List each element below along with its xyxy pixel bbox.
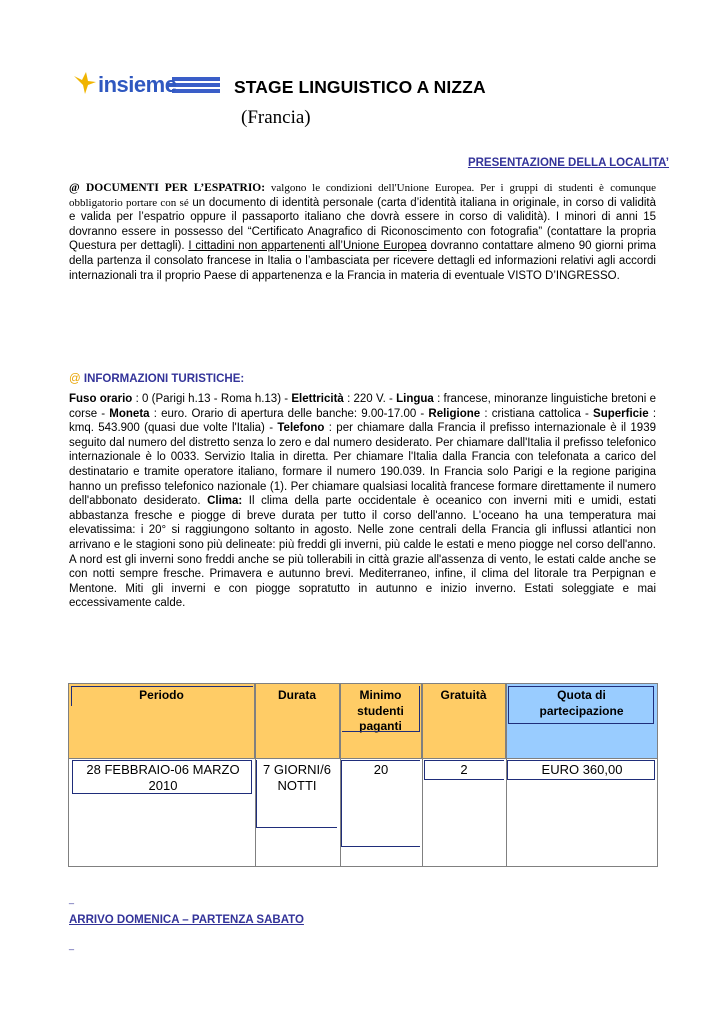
header-minimo: Minimo studenti paganti	[357, 688, 404, 733]
lingua-label: Lingua	[396, 393, 434, 405]
header-cell-durata	[255, 684, 340, 758]
page-title: STAGE LINGUISTICO A NIZZA	[234, 77, 486, 97]
header-durata: Durata	[277, 688, 316, 702]
header-periodo: Periodo	[139, 688, 184, 702]
table-divider	[69, 758, 657, 759]
fuso-label: Fuso orario	[69, 393, 133, 405]
cell-frame	[71, 686, 253, 706]
religione-label: Religione	[428, 407, 481, 420]
documents-text-2: dovranno contattare almeno 90 giorni prima della partenza il consolato francese in Italia o l’ambasciata per ricevere dettagli ed informazioni relativi agli accordi internazionali tra il proprio Paese di appartenenza e la Francia in materia di eventuale VISTO D’INGRESSO.	[69, 240, 656, 282]
superficie-text: : kmq. 543.900 (quasi due volte l'Italia) -	[69, 407, 657, 435]
fuso-text: : 0 (Parigi h.13 - Roma h.13) -	[132, 393, 292, 405]
cell-frame	[342, 686, 420, 732]
moneta-label: Moneta	[109, 407, 150, 420]
documents-serif-2: comunque obbligatorio portare con sé	[69, 182, 657, 209]
elettricita-label: Elettricità	[291, 393, 344, 405]
cell-periodo: 28 FEBBRAIO-06 MARZO 2010	[86, 762, 240, 793]
info-heading	[69, 373, 244, 385]
documents-underlined: I cittadini non appartenenti all’Unione Europea	[188, 240, 427, 253]
info-title: INFORMAZIONI TURISTICHE:	[83, 373, 245, 385]
arrival-departure-link[interactable]: ARRIVO DOMENICA – PARTENZA SABATO	[69, 914, 304, 926]
header-quota: Quota di partecipazione	[539, 688, 624, 718]
superficie-label: Superficie	[593, 407, 649, 420]
documents-label: DOCUMENTI PER L’ESPATRIO:	[85, 182, 266, 194]
cell-durata: 7 GIORNI/6 NOTTI	[263, 762, 331, 793]
lingua-text: : francese, minoranze linguistiche bretoni e corse -	[69, 393, 657, 420]
religione-text: : cristiana cattolica -	[480, 407, 594, 420]
header-cell-gratuita	[422, 684, 506, 758]
insieme-logo	[72, 68, 224, 102]
documents-text-1: un documento di identità personale (carta d’identità italiana in originale, in corso di validità e valida per l’espatrio oppure il passaporto italiano che dovrà essere in corso di validità). I minori di anni 15 dovranno essere in possesso del “Certificato Anagrafico di Riconoscimento con fotografia” (contattare la propria Questura per dettagli).	[69, 196, 656, 253]
info-paragraph	[69, 392, 656, 611]
footer-mark: _	[69, 894, 75, 904]
telefono-label: Telefono	[277, 422, 325, 435]
trip-table	[68, 683, 658, 867]
documents-at: @	[69, 182, 80, 194]
clima-label: Clima:	[207, 495, 243, 508]
moneta-text: : euro. Orario di apertura delle banche: 9.00-17.00 -	[149, 407, 429, 420]
cell-quota: EURO 360,00	[541, 762, 623, 777]
presentation-link[interactable]: PRESENTAZIONE DELLA LOCALITA’	[467, 157, 669, 169]
page-subtitle: (Francia)	[241, 107, 311, 128]
documents-serif-1: valgono le condizioni dell'Unione Europea. Per i gruppi di studenti è	[265, 182, 604, 194]
cell-gratuita: 2	[460, 762, 468, 777]
info-at: @	[69, 373, 81, 385]
telefono-text: : per chiamare dalla Francia il prefisso internazionale è il 1939 seguito dal numero del distretto senza lo zero e dal numero desiderato. Per chiamare dall'Italia il prefisso telefonico internazionale è lo 0033. Servizio Italia in diretta. Per chiamare l'Italia dalla Francia con telefonata a carico del destinatario e tramite operatore italiano, formare il numero 190.039. In Francia solo Parigi e la regione parigina hanno un prefisso telefonico nazionale (1). Per chiamare qualsiasi località francese formare direttamente il numero dell'abbonato desiderato.	[69, 422, 656, 508]
cell-minimo: 20	[373, 762, 389, 777]
footer-mark: _	[69, 940, 75, 950]
cell-frame	[508, 686, 654, 724]
elettricita-text: : 220 V. -	[343, 393, 397, 405]
clima-text: Il clima della parte occidentale è oceanico con inverni miti e umidi, estati abbastanza fresche e piogge di breve durata per tutto il corso dell'anno. L'oceano ha una temperatura mai elevatissima: i 20° si raggiungono soltanto in agosto. Nelle zone centrali della Francia gli influssi atlantici non arrivano e le stagioni sono più delineate: più freddi gli inverni, più calde le estati e meno piogge nel corso dell'anno. A nord est gli inverni sono freddi anche se più tollerabili in città grazie all'assenza di vento, le estati calde anche se con notti sempre fresche. Primavera e autunno brevi. Mediterraneo, infine, il clima del litorale tra Perpignan e Mentone. Miti gli inverni e con piogge sopratutto in autunno e inizio inverno. Estati soleggiate e mai eccessivamente calde.	[69, 495, 656, 610]
header-gratuita: Gratuità	[440, 688, 487, 702]
documents-paragraph	[69, 181, 656, 283]
logo-text: insieme	[98, 72, 177, 97]
